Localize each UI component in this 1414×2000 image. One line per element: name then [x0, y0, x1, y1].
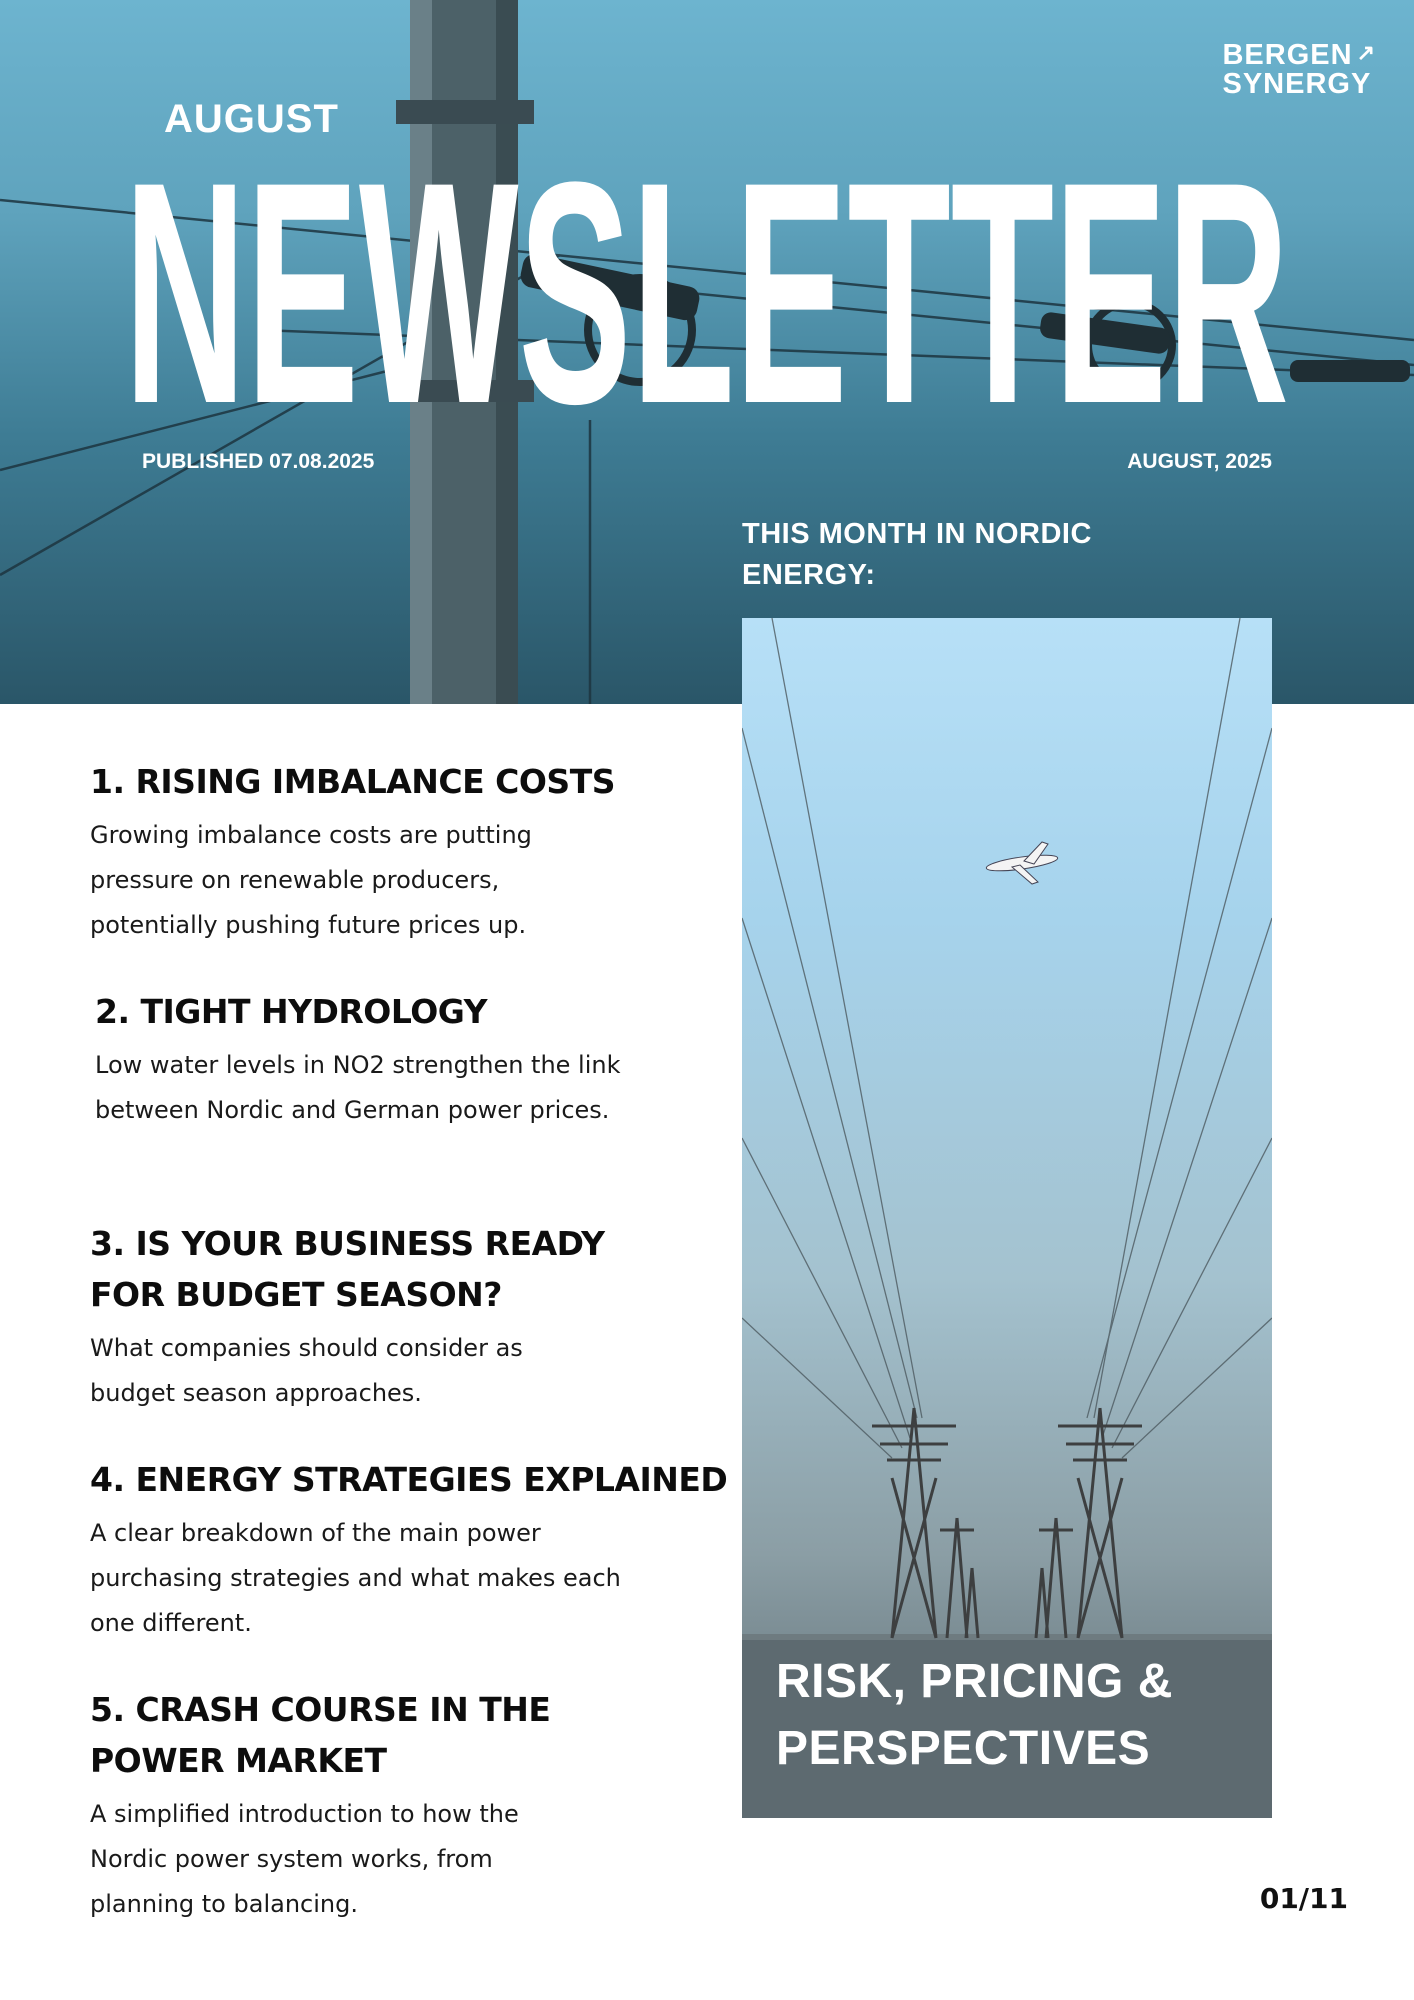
list-item: [90, 756, 710, 948]
item-text: What companies should consider as budget season approaches.: [90, 1334, 523, 1407]
item-text: Low water levels in NO2 strengthen the link between Nordic and German power prices.: [95, 1051, 621, 1124]
arrow-up-right-icon: ↗: [1356, 40, 1376, 65]
issue-date: AUGUST, 2025: [1127, 450, 1272, 473]
issue-month: AUGUST: [164, 97, 339, 141]
item-text: A simplified introduction to how the Nordic power system works, from planning to balancing.: [90, 1800, 519, 1918]
list-item: [90, 1218, 710, 1416]
item-title: 5. CRASH COURSE IN THE POWER MARKET: [90, 1690, 551, 1780]
header-banner: [0, 0, 1414, 704]
brand-line-2: SYNERGY: [1222, 68, 1372, 100]
list-item: [90, 1684, 710, 1927]
list-item: [90, 1454, 728, 1646]
item-title: 3. IS YOUR BUSINESS READY FOR BUDGET SEASON?: [90, 1224, 605, 1314]
feature-image: [742, 618, 1272, 1818]
feature-caption: RISK, PRICING & PERSPECTIVES: [776, 1655, 1173, 1775]
item-text: Growing imbalance costs are putting pressure on renewable producers, potentially pushing future prices up.: [90, 821, 532, 939]
item-title: 1. RISING IMBALANCE COSTS: [90, 762, 615, 801]
page-number: 01/11: [1259, 1882, 1348, 1915]
transmission-towers-photo: [742, 618, 1272, 1818]
airplane-icon: [986, 842, 1059, 884]
published-date: PUBLISHED 07.08.2025: [142, 450, 375, 473]
brand-logo: [1222, 38, 1376, 99]
brand-line-1: BERGEN: [1222, 39, 1353, 71]
item-title: 2. TIGHT HYDROLOGY: [95, 992, 488, 1031]
newsletter-title-text: NEWSLETTER: [124, 116, 1289, 469]
list-item: [95, 986, 715, 1133]
item-title: 4. ENERGY STRATEGIES EXPLAINED: [90, 1460, 728, 1499]
item-text: A clear breakdown of the main power purchasing strategies and what makes each one different.: [90, 1519, 621, 1637]
section-label: THIS MONTH IN NORDIC ENERGY:: [742, 518, 1092, 591]
